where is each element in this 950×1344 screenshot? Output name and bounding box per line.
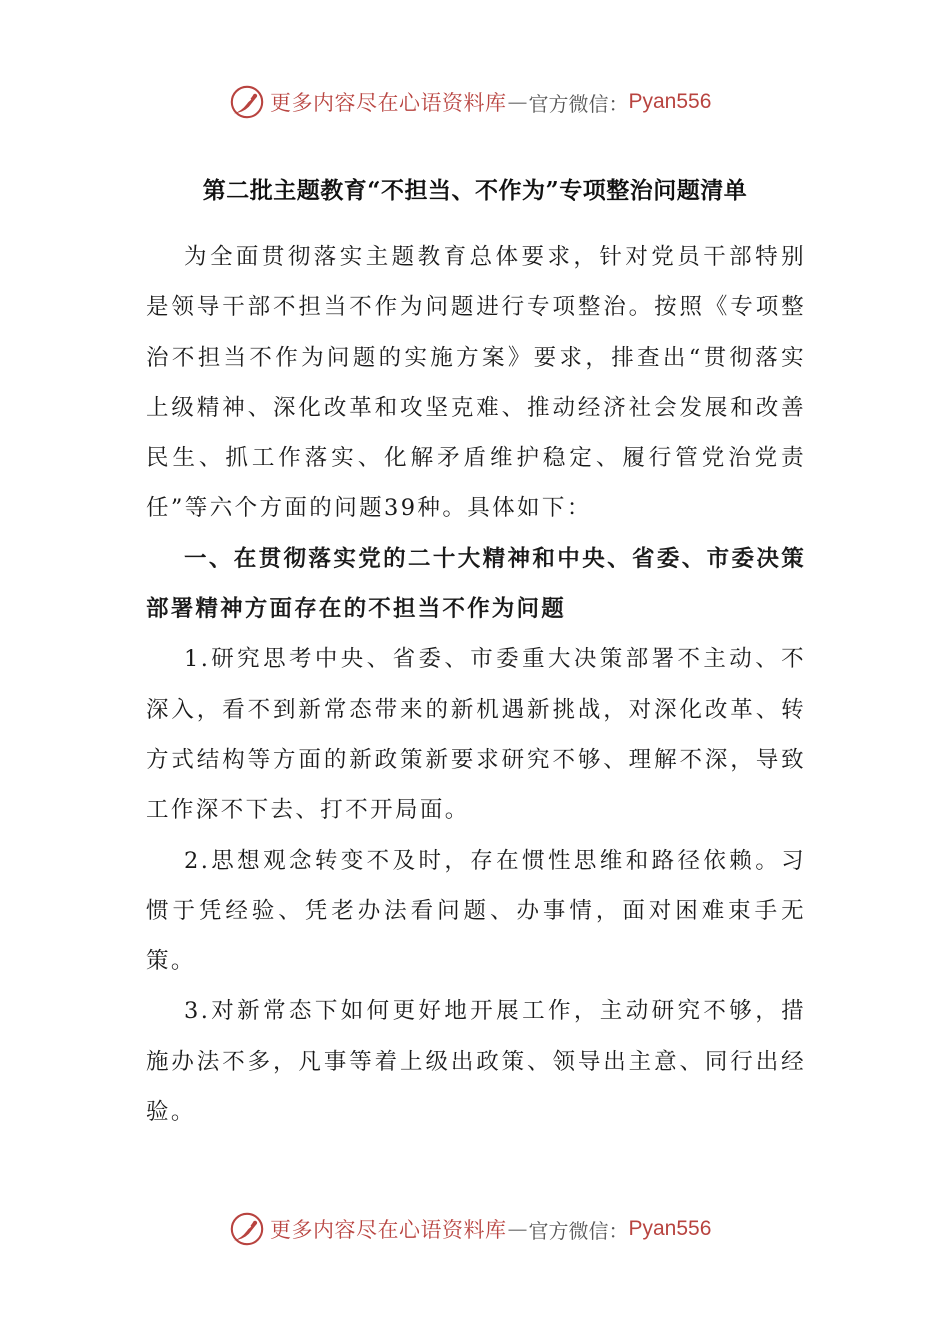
watermark-wechat-id: Pyan556 xyxy=(628,90,712,113)
intro-paragraph: 为全面贯彻落实主题教育总体要求，针对党员干部特别是领导干部不担当不作为问题进行专项整治。按照《专项整治不担当不作为问题的实施方案》要求，排查出“贯彻落实上级精神、深化改革和攻坚克难、推动经济社会发展和改善民生、抓工作落实、化解矛盾维护稳定、履行管党治党责任”等六个方面的问题39种。具体如下： xyxy=(146,244,806,522)
pen-nib-logo-icon xyxy=(228,83,266,121)
document-title: 第二批主题教育“不担当、不作为”专项整治问题清单 xyxy=(202,177,748,204)
list-item: 3.对新常态下如何更好地开展工作，主动研究不够，措施办法不多，凡事等着上级出政策、领导出主意、同行出经验。 xyxy=(146,998,806,1126)
watermark-wechat-id: Pyan556 xyxy=(628,1217,712,1240)
section-heading: 一、在贯彻落实党的二十大精神和中央、省委、市委决策部署精神方面存在的不担当不作为问题 xyxy=(146,545,806,623)
list-item: 2.思想观念转变不及时，存在惯性思维和路径依赖。习惯于凭经验、凭老办法看问题、办事情，面对困难束手无策。 xyxy=(146,847,806,975)
watermark-text: 更多内容尽在心语资料库 xyxy=(270,1218,507,1242)
pen-nib-logo-icon xyxy=(228,1210,266,1248)
watermark-header xyxy=(228,80,748,124)
watermark-label: 官方微信： xyxy=(528,91,629,116)
watermark-separator: — xyxy=(507,1217,528,1241)
list-item: 1.研究思考中央、省委、市委重大决策部署不主动、不深入，看不到新常态带来的新机遇新挑战，对深化改革、转方式结构等方面的新政策新要求研究不够、理解不深，导致工作深不下去、打不开局面。 xyxy=(146,646,806,824)
watermark-footer xyxy=(228,1207,748,1251)
watermark-text: 更多内容尽在心语资料库 xyxy=(270,91,507,115)
watermark-separator: — xyxy=(507,90,528,114)
watermark-label: 官方微信： xyxy=(528,1218,629,1243)
document-body xyxy=(146,232,806,1137)
